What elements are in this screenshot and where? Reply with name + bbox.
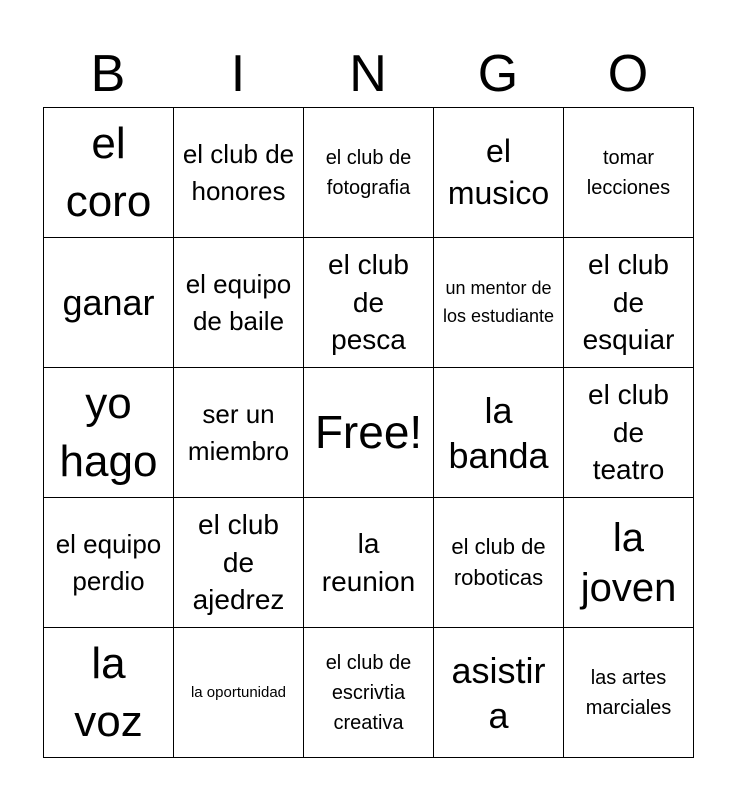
cell-label: el club de honores	[182, 139, 295, 206]
bingo-cell[interactable]	[174, 628, 304, 758]
bingo-cell[interactable]	[304, 108, 434, 238]
cell-label: ganar	[62, 282, 155, 323]
cell-label: la voz	[74, 639, 143, 746]
cell-label: el club de fotografia	[325, 146, 412, 199]
cell-label: el club de ajedrez	[192, 508, 285, 616]
header-letter-g: G	[477, 45, 519, 103]
bingo-cell[interactable]	[564, 498, 694, 628]
cell-label: el equipo de baile	[185, 269, 292, 336]
cell-label: asistir a	[451, 649, 546, 736]
bingo-cell[interactable]	[564, 628, 694, 758]
header-letter-b: B	[90, 45, 126, 103]
bingo-cell[interactable]	[174, 498, 304, 628]
bingo-cell[interactable]	[564, 368, 694, 498]
bingo-cell[interactable]	[304, 498, 434, 628]
cell-label: el club de pesca	[328, 248, 409, 356]
cell-label: el musico	[447, 132, 550, 211]
bingo-cell[interactable]	[304, 628, 434, 758]
bingo-cell[interactable]	[174, 368, 304, 498]
header-letter-i: I	[230, 45, 246, 103]
bingo-header	[43, 40, 693, 108]
bingo-cell[interactable]	[44, 238, 174, 368]
cell-label: el club de teatro	[588, 378, 669, 486]
free-space-label: Free!	[314, 406, 423, 459]
header-letter-o: O	[607, 45, 649, 103]
cell-label: el club de escrivtia creativa	[325, 651, 412, 734]
bingo-cell[interactable]	[304, 238, 434, 368]
cell-label: ser un miembro	[187, 399, 290, 466]
free-space[interactable]	[304, 368, 434, 498]
bingo-cell[interactable]	[434, 628, 564, 758]
bingo-cell[interactable]	[434, 368, 564, 498]
cell-label: el club de esquiar	[582, 248, 675, 356]
bingo-cell[interactable]	[44, 368, 174, 498]
bingo-cell[interactable]	[44, 498, 174, 628]
cell-label: la banda	[448, 389, 549, 476]
bingo-cell[interactable]	[174, 108, 304, 238]
header-letter-n: N	[349, 45, 387, 103]
bingo-cell[interactable]	[44, 628, 174, 758]
cell-label: la reunion	[321, 527, 416, 597]
cell-label: el equipo perdio	[55, 529, 162, 596]
cell-label: yo hago	[59, 379, 158, 486]
bingo-cell[interactable]	[564, 238, 694, 368]
bingo-cell[interactable]	[174, 238, 304, 368]
bingo-cell[interactable]	[564, 108, 694, 238]
cell-label: la oportunidad	[190, 683, 287, 701]
cell-label: tomar lecciones	[586, 146, 671, 199]
bingo-cell[interactable]	[44, 108, 174, 238]
bingo-cell[interactable]	[434, 498, 564, 628]
bingo-cell[interactable]	[434, 108, 564, 238]
cell-label: las artes marciales	[585, 666, 672, 719]
bingo-cell[interactable]	[434, 238, 564, 368]
cell-label: el club de roboticas	[451, 533, 546, 590]
cell-label: la joven	[580, 515, 677, 610]
cell-label: el coro	[65, 119, 152, 226]
bingo-board	[43, 107, 694, 758]
cell-label: un mentor de los estudiante	[442, 277, 555, 326]
